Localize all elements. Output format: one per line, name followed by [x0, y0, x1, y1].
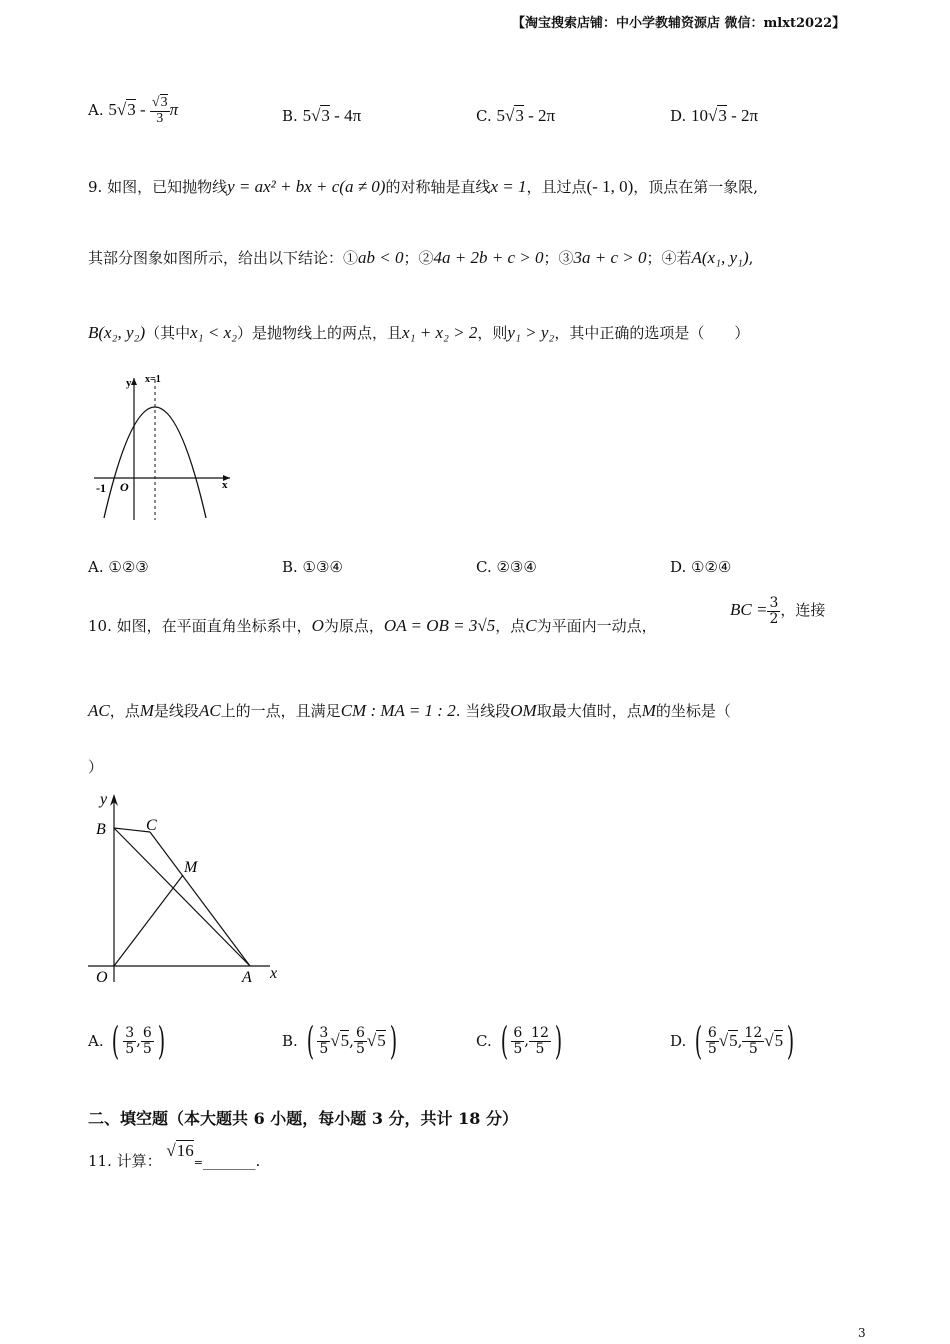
q10-line2: AC，点M是线段AC上的一点，且满足CM : MA = 1 : 2. 当线段OM取最大值时，点M的坐标是（	[88, 701, 731, 720]
section-title: 二、填空题（本大题共 6 小题，每小题 3 分，共计 18 分）	[88, 1109, 518, 1128]
segment-om	[114, 875, 183, 966]
y-axis-arrow	[131, 378, 137, 385]
q10-line3: ）	[88, 758, 104, 776]
q9-option-a[interactable]: A. ①②③	[88, 558, 149, 576]
q9-option-b[interactable]: B. ①③④	[282, 558, 343, 576]
q10-line1: 10. 如图，在平面直角坐标系中，O为原点，OA = OB = 3√5，点C为平面内一动点，	[88, 616, 657, 635]
y-label: y	[126, 377, 132, 389]
page-header: 【淘宝搜索店铺：中小学教辅资源店 微信：mlxt2022】	[512, 16, 846, 31]
q8-option-a[interactable]	[88, 96, 178, 126]
x-label: x	[270, 965, 278, 982]
x-label: x	[222, 479, 228, 491]
q10-option-c[interactable]: C. ( $\frac{6}{5}$ , $\frac{12}{5}$ )	[476, 1019, 562, 1063]
q9-option-d[interactable]: D. ①②④	[670, 558, 732, 576]
q9-line2: 其部分图象如图所示，给出以下结论：①ab < 0；②4a + 2b + c > 0；③3a + c > 0；④若A(x₁, y₁),	[88, 248, 754, 267]
q8-option-b[interactable]: B. 5√3 - 4π	[282, 106, 362, 125]
segment-bc	[114, 828, 150, 832]
y-label: y	[100, 791, 108, 808]
point-b-label: B	[96, 821, 106, 838]
q8-option-d[interactable]: D. 10√3 - 2π	[670, 106, 759, 125]
point-c-label: C	[146, 817, 157, 834]
segment-ba	[114, 828, 250, 966]
point-a-label: A	[242, 969, 252, 986]
q8-a-expr: 5√3 - $\frac{√3}{3}$ π	[108, 95, 179, 126]
q10-option-d[interactable]: D. ( $\frac{6}{5}$ √5, $\frac{12}{5}$ √5)	[670, 1019, 795, 1063]
q11: 11. 计算： √16=_______.	[88, 1141, 261, 1170]
page-number: 3	[858, 1326, 866, 1340]
option-label: A.	[88, 101, 104, 120]
q9-line3: B(x₂, y₂)（其中x₁ < x₂）是抛物线上的两点，且x₁ + x₂ > 2，则y₁ > y₂，其中正确的选项是（ ）	[88, 323, 750, 342]
minus-one-label: -1	[96, 481, 106, 495]
parabola-equation: y = ax² + bx + c(a ≠ 0)	[227, 177, 386, 196]
symmetry-label: x=1	[145, 374, 161, 385]
point-m-label: M	[184, 859, 198, 876]
coordinate-figure	[86, 786, 286, 992]
q10-bc: BC = $\frac{3}{2}$ ，连接	[730, 595, 826, 627]
q9-option-c[interactable]: C. ②③④	[476, 558, 537, 576]
q10-option-a[interactable]: A. ( $\frac{3}{5}$ , $\frac{6}{5}$ )	[88, 1019, 165, 1063]
parabola-figure	[88, 368, 238, 528]
q10-option-b[interactable]: B. ( $\frac{3}{5}$ √5, $\frac{6}{5}$ √5)	[282, 1019, 397, 1063]
origin-label: O	[96, 969, 108, 986]
q8-option-c[interactable]: C. 5√3 - 2π	[476, 106, 556, 125]
origin-label: O	[120, 480, 129, 494]
q9-line1: 9. 如图，已知抛物线y = ax² + bx + c(a ≠ 0)的对称轴是直线x = 1，且过点(- 1, 0)，顶点在第一象限,	[88, 177, 759, 196]
q11-answer-blank[interactable]: _______	[202, 1152, 256, 1170]
